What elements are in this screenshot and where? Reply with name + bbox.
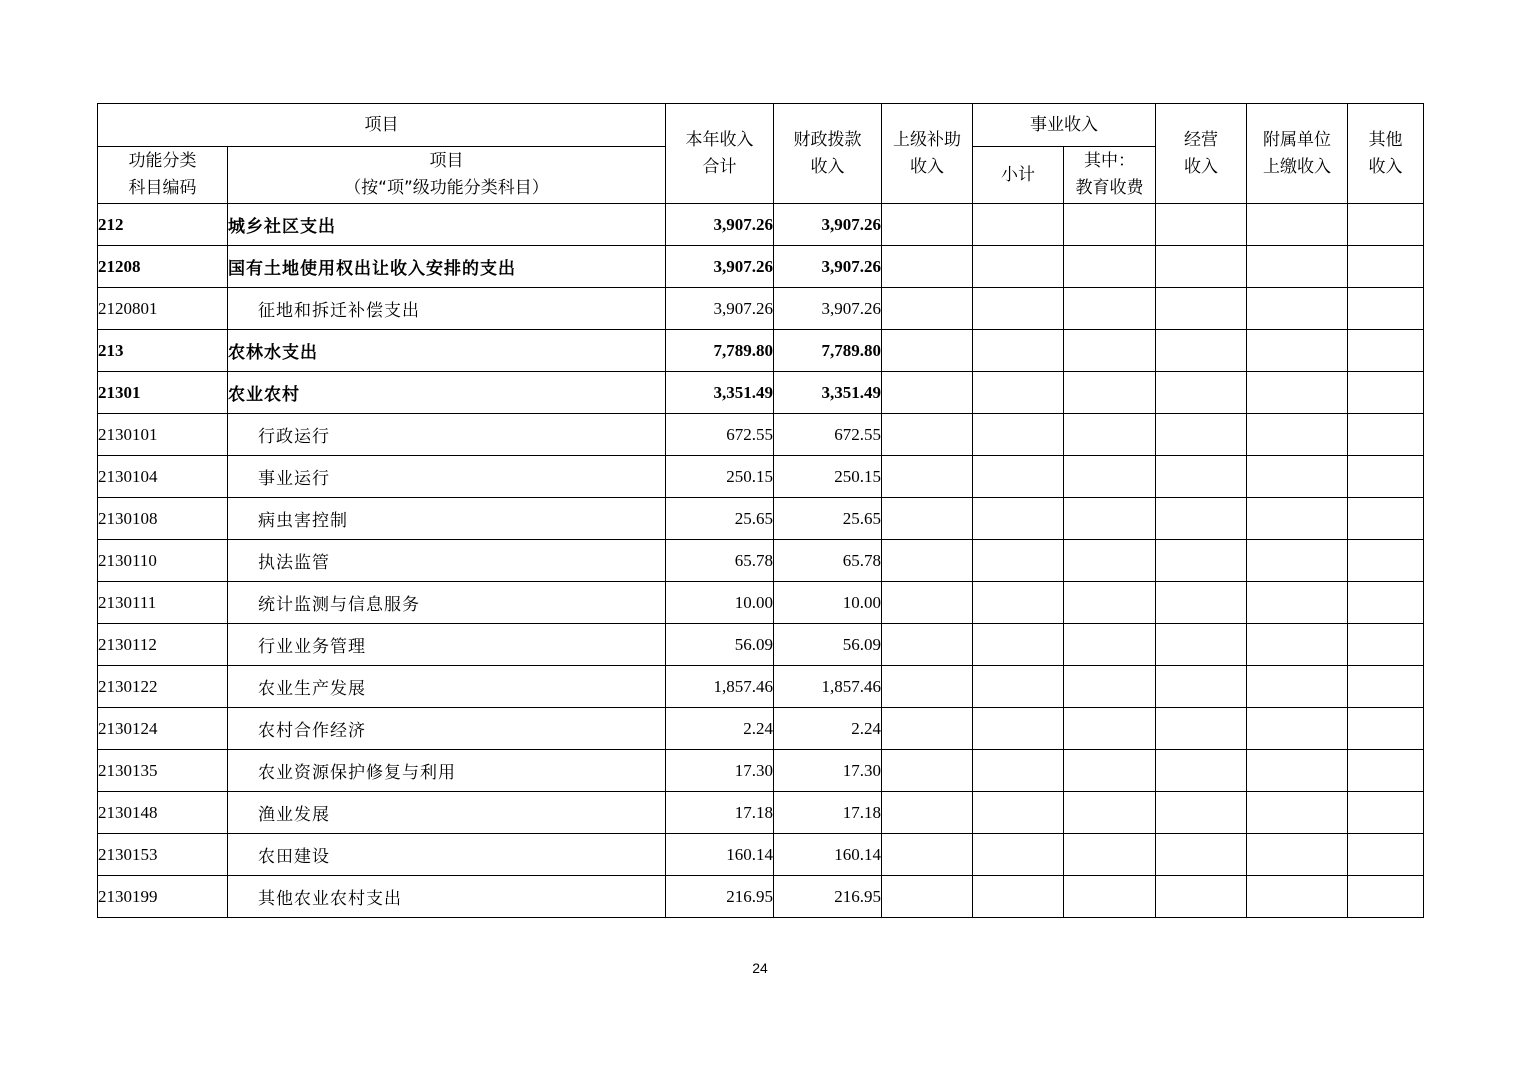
row-other-income [1348, 414, 1424, 456]
row-education-fees [1064, 792, 1156, 834]
row-total-income: 1,857.46 [666, 666, 774, 708]
row-superior-subsidy [882, 414, 973, 456]
row-other-income [1348, 876, 1424, 918]
row-education-fees [1064, 456, 1156, 498]
row-public-income-subtotal [973, 666, 1064, 708]
row-public-income-subtotal [973, 330, 1064, 372]
row-total-income: 17.30 [666, 750, 774, 792]
row-operating-income [1156, 288, 1247, 330]
row-name: 行政运行 [228, 414, 666, 456]
header-fiscal-appropriation: 财政拨款 收入 [774, 104, 882, 204]
page-number: 24 [752, 960, 768, 976]
row-total-income: 3,907.26 [666, 288, 774, 330]
row-public-income-subtotal [973, 414, 1064, 456]
row-name: 统计监测与信息服务 [228, 582, 666, 624]
row-education-fees [1064, 834, 1156, 876]
row-total-income: 65.78 [666, 540, 774, 582]
row-education-fees [1064, 624, 1156, 666]
row-public-income-subtotal [973, 498, 1064, 540]
row-name: 农田建设 [228, 834, 666, 876]
row-other-income [1348, 792, 1424, 834]
row-other-income [1348, 624, 1424, 666]
row-name: 农业生产发展 [228, 666, 666, 708]
row-name: 行业业务管理 [228, 624, 666, 666]
row-fiscal-appropriation: 56.09 [774, 624, 882, 666]
row-total-income: 2.24 [666, 708, 774, 750]
row-superior-subsidy [882, 666, 973, 708]
row-fiscal-appropriation: 2.24 [774, 708, 882, 750]
row-code: 2130122 [98, 666, 228, 708]
header-project-name: 项目 （按“项”级功能分类科目） [228, 147, 666, 204]
row-code: 2130101 [98, 414, 228, 456]
row-affiliated-units [1247, 288, 1348, 330]
row-superior-subsidy [882, 498, 973, 540]
row-code: 2120801 [98, 288, 228, 330]
row-other-income [1348, 456, 1424, 498]
row-operating-income [1156, 456, 1247, 498]
row-name: 农业农村 [228, 372, 666, 414]
table-row [98, 666, 1424, 708]
row-superior-subsidy [882, 876, 973, 918]
row-operating-income [1156, 540, 1247, 582]
row-code: 2130112 [98, 624, 228, 666]
row-education-fees [1064, 750, 1156, 792]
row-fiscal-appropriation: 3,351.49 [774, 372, 882, 414]
row-education-fees [1064, 876, 1156, 918]
row-education-fees [1064, 288, 1156, 330]
table-row [98, 414, 1424, 456]
row-other-income [1348, 540, 1424, 582]
row-total-income: 10.00 [666, 582, 774, 624]
row-other-income [1348, 750, 1424, 792]
row-superior-subsidy [882, 582, 973, 624]
row-operating-income [1156, 204, 1247, 246]
header-func-code: 功能分类 科目编码 [98, 147, 228, 204]
row-fiscal-appropriation: 250.15 [774, 456, 882, 498]
row-code: 21208 [98, 246, 228, 288]
row-affiliated-units [1247, 414, 1348, 456]
income-budget-table [97, 103, 1424, 918]
row-name: 征地和拆迁补偿支出 [228, 288, 666, 330]
table-row [98, 288, 1424, 330]
row-other-income [1348, 708, 1424, 750]
row-public-income-subtotal [973, 204, 1064, 246]
row-name: 病虫害控制 [228, 498, 666, 540]
row-public-income-subtotal [973, 288, 1064, 330]
row-fiscal-appropriation: 3,907.26 [774, 246, 882, 288]
row-public-income-subtotal [973, 582, 1064, 624]
row-code: 21301 [98, 372, 228, 414]
row-affiliated-units [1247, 792, 1348, 834]
row-code: 2130111 [98, 582, 228, 624]
row-code: 2130108 [98, 498, 228, 540]
row-other-income [1348, 288, 1424, 330]
table-row [98, 750, 1424, 792]
row-public-income-subtotal [973, 246, 1064, 288]
row-public-income-subtotal [973, 876, 1064, 918]
row-code: 2130153 [98, 834, 228, 876]
row-superior-subsidy [882, 750, 973, 792]
row-code: 212 [98, 204, 228, 246]
row-name: 农业资源保护修复与利用 [228, 750, 666, 792]
header-superior-subsidy: 上级补助 收入 [882, 104, 973, 204]
row-fiscal-appropriation: 3,907.26 [774, 204, 882, 246]
row-superior-subsidy [882, 456, 973, 498]
row-total-income: 17.18 [666, 792, 774, 834]
row-name: 农林水支出 [228, 330, 666, 372]
row-fiscal-appropriation: 1,857.46 [774, 666, 882, 708]
row-total-income: 3,351.49 [666, 372, 774, 414]
row-other-income [1348, 330, 1424, 372]
row-operating-income [1156, 666, 1247, 708]
row-education-fees [1064, 330, 1156, 372]
header-subtotal: 小计 [973, 147, 1064, 204]
row-public-income-subtotal [973, 792, 1064, 834]
row-total-income: 25.65 [666, 498, 774, 540]
table-row [98, 456, 1424, 498]
row-affiliated-units [1247, 498, 1348, 540]
row-public-income-subtotal [973, 624, 1064, 666]
row-code: 2130124 [98, 708, 228, 750]
row-education-fees [1064, 498, 1156, 540]
row-education-fees [1064, 246, 1156, 288]
row-superior-subsidy [882, 330, 973, 372]
row-fiscal-appropriation: 3,907.26 [774, 288, 882, 330]
row-fiscal-appropriation: 10.00 [774, 582, 882, 624]
row-affiliated-units [1247, 582, 1348, 624]
table-row [98, 330, 1424, 372]
row-public-income-subtotal [973, 750, 1064, 792]
row-name: 农村合作经济 [228, 708, 666, 750]
row-name: 国有土地使用权出让收入安排的支出 [228, 246, 666, 288]
row-name: 城乡社区支出 [228, 204, 666, 246]
header-education-fees: 其中： 教育收费 [1064, 147, 1156, 204]
row-code: 2130135 [98, 750, 228, 792]
row-total-income: 56.09 [666, 624, 774, 666]
row-other-income [1348, 666, 1424, 708]
row-education-fees [1064, 666, 1156, 708]
row-other-income [1348, 204, 1424, 246]
row-affiliated-units [1247, 834, 1348, 876]
row-education-fees [1064, 414, 1156, 456]
row-other-income [1348, 582, 1424, 624]
row-fiscal-appropriation: 17.30 [774, 750, 882, 792]
table-row [98, 834, 1424, 876]
table-row [98, 540, 1424, 582]
table-row [98, 876, 1424, 918]
row-code: 2130110 [98, 540, 228, 582]
row-education-fees [1064, 204, 1156, 246]
row-fiscal-appropriation: 216.95 [774, 876, 882, 918]
row-fiscal-appropriation: 672.55 [774, 414, 882, 456]
table-row [98, 624, 1424, 666]
row-operating-income [1156, 708, 1247, 750]
row-education-fees [1064, 372, 1156, 414]
table-row [98, 708, 1424, 750]
row-total-income: 216.95 [666, 876, 774, 918]
table-row [98, 246, 1424, 288]
row-code: 213 [98, 330, 228, 372]
table-row [98, 372, 1424, 414]
row-affiliated-units [1247, 372, 1348, 414]
row-affiliated-units [1247, 246, 1348, 288]
row-affiliated-units [1247, 750, 1348, 792]
table-body [98, 204, 1424, 918]
row-fiscal-appropriation: 160.14 [774, 834, 882, 876]
header-project-group: 项目 [98, 104, 666, 147]
table-row [98, 498, 1424, 540]
row-operating-income [1156, 330, 1247, 372]
row-operating-income [1156, 498, 1247, 540]
row-affiliated-units [1247, 456, 1348, 498]
row-superior-subsidy [882, 834, 973, 876]
row-education-fees [1064, 708, 1156, 750]
row-superior-subsidy [882, 708, 973, 750]
row-fiscal-appropriation: 25.65 [774, 498, 882, 540]
row-superior-subsidy [882, 204, 973, 246]
row-education-fees [1064, 582, 1156, 624]
row-affiliated-units [1247, 708, 1348, 750]
table-row [98, 204, 1424, 246]
table-row [98, 582, 1424, 624]
row-code: 2130148 [98, 792, 228, 834]
row-total-income: 250.15 [666, 456, 774, 498]
row-total-income: 3,907.26 [666, 246, 774, 288]
row-total-income: 672.55 [666, 414, 774, 456]
row-superior-subsidy [882, 540, 973, 582]
row-operating-income [1156, 246, 1247, 288]
table-row [98, 792, 1424, 834]
row-total-income: 160.14 [666, 834, 774, 876]
row-public-income-subtotal [973, 540, 1064, 582]
row-other-income [1348, 372, 1424, 414]
row-name: 渔业发展 [228, 792, 666, 834]
row-name: 其他农业农村支出 [228, 876, 666, 918]
row-total-income: 7,789.80 [666, 330, 774, 372]
row-affiliated-units [1247, 204, 1348, 246]
row-affiliated-units [1247, 540, 1348, 582]
row-superior-subsidy [882, 792, 973, 834]
row-education-fees [1064, 540, 1156, 582]
row-operating-income [1156, 582, 1247, 624]
row-superior-subsidy [882, 372, 973, 414]
row-name: 执法监管 [228, 540, 666, 582]
row-operating-income [1156, 624, 1247, 666]
row-public-income-subtotal [973, 456, 1064, 498]
header-operating-income: 经营 收入 [1156, 104, 1247, 204]
row-other-income [1348, 834, 1424, 876]
row-code: 2130199 [98, 876, 228, 918]
row-code: 2130104 [98, 456, 228, 498]
row-operating-income [1156, 750, 1247, 792]
header-total-income: 本年收入 合计 [666, 104, 774, 204]
row-operating-income [1156, 876, 1247, 918]
row-affiliated-units [1247, 624, 1348, 666]
row-operating-income [1156, 792, 1247, 834]
row-superior-subsidy [882, 288, 973, 330]
header-affiliated-units: 附属单位 上缴收入 [1247, 104, 1348, 204]
row-superior-subsidy [882, 624, 973, 666]
row-other-income [1348, 498, 1424, 540]
row-operating-income [1156, 372, 1247, 414]
header-public-institution-income: 事业收入 [973, 104, 1156, 147]
row-operating-income [1156, 414, 1247, 456]
row-name: 事业运行 [228, 456, 666, 498]
row-public-income-subtotal [973, 372, 1064, 414]
row-superior-subsidy [882, 246, 973, 288]
header-other-income: 其他 收入 [1348, 104, 1424, 204]
row-affiliated-units [1247, 330, 1348, 372]
row-affiliated-units [1247, 876, 1348, 918]
row-affiliated-units [1247, 666, 1348, 708]
row-public-income-subtotal [973, 834, 1064, 876]
row-total-income: 3,907.26 [666, 204, 774, 246]
row-public-income-subtotal [973, 708, 1064, 750]
row-operating-income [1156, 834, 1247, 876]
row-other-income [1348, 246, 1424, 288]
row-fiscal-appropriation: 17.18 [774, 792, 882, 834]
row-fiscal-appropriation: 65.78 [774, 540, 882, 582]
row-fiscal-appropriation: 7,789.80 [774, 330, 882, 372]
